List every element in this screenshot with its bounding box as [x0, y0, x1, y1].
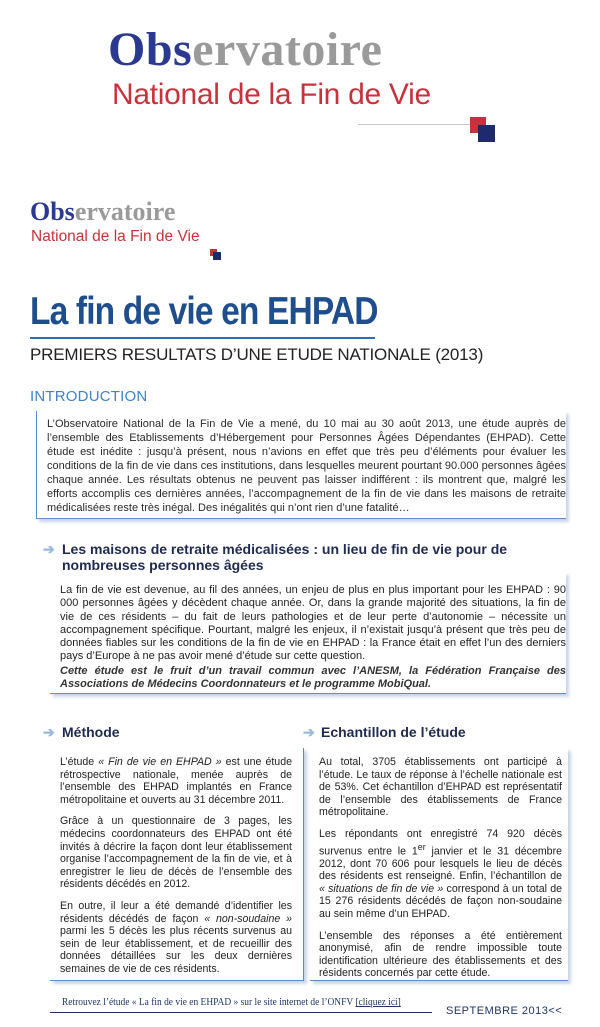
logo-rule	[358, 124, 478, 125]
maisons-text: La fin de vie est devenue, au fil des années, un enjeu de plus en plus important pour les EHPAD : 90 000 personnes âgées y décèdent chaque année. Or, dans la grande majorité des situations, la fin de vie de ces résidents – du fait de leurs pathologies et de leur perte d’autonomie – nécessite un accompagnement spécifique. Pourtant, malgré les enjeux, il n’existait jusqu’à présent que très peu de données fiables sur les conditions de la fin de vie en EHPAD : la France était en effet l’un des derniers pays d’Europe à ne pas avoir mené d’étude sur cette question.	[60, 584, 566, 663]
cliquez-ici-link[interactable]: [cliquez ici]	[355, 997, 401, 1008]
small-logo-word-bold: Obs	[30, 197, 75, 226]
maisons-credit: Cette étude est le fruit d’un travail commun avec l’ANESM, la Fédération Française des Associations de Médecins Coordonnateurs et le programme MobiQual.	[60, 665, 566, 691]
echantillon-paragraph-2	[319, 828, 562, 921]
page-title: La fin de vie en EHPAD	[30, 290, 378, 333]
footer-link-label: Retrouvez l’étude « La fin de vie en EHPAD » sur le site internet de l’ONFV	[62, 997, 356, 1008]
logo-word-rest: ervatoire	[192, 23, 383, 76]
echantillon-p2-mid: janvier et le 31 décembre 2012, dont 70 606 pour lesquels le lieu de décès des résidents est renseigné. Enfin, l’échantillon de	[319, 845, 562, 883]
methode-p3-start: En outre, il leur a été demandé d’identifier les résidents décédés de façon	[60, 899, 292, 925]
small-logo-wordmark	[30, 197, 175, 227]
methode-p3-end: parmi les 5 décès les plus récents survenus au sein de leur établissement, et de recueillir des données détaillées sur les deux dernières semaines de vie de ces résidents.	[60, 925, 292, 975]
echantillon-text	[319, 756, 562, 989]
echantillon-p2-sup: er	[417, 841, 426, 852]
echantillon-paragraph-1: Au total, 3705 établissements ont participé à l’étude. Le taux de réponse à l’échelle nationale est de 53%. Cet échantillon d’EHPAD est représentatif de l’ensemble des établissements de France métropolitaine.	[319, 756, 562, 819]
echantillon-arrow-icon: ➔	[303, 724, 315, 740]
page-subtitle: PREMIERS RESULTATS D’UNE ETUDE NATIONALE (2013)	[30, 345, 484, 364]
methode-paragraph-3	[60, 900, 292, 976]
echantillon-paragraph-3: L’ensemble des réponses a été entièrement anonymisé, afin de rendre impossible toute identification ultérieure des établissements et des résidents concernés par cette étude.	[319, 929, 562, 980]
logo-word-bold: Obs	[108, 23, 193, 76]
echantillon-p2-start: Les répondants ont enregistré 74 920 décès survenus entre le 1	[319, 827, 562, 858]
methode-paragraph-1	[60, 756, 292, 806]
logo-wordmark	[108, 22, 382, 77]
maisons-section-title: Les maisons de retraite médicalisées : un lieu de fin de vie pour de nombreuses personnes âgées	[62, 541, 508, 573]
footer-link-text	[62, 997, 401, 1008]
maisons-arrow-icon: ➔	[43, 541, 55, 557]
logo-square-blue	[478, 125, 495, 142]
title-underline	[30, 337, 375, 339]
methode-p1-emphasis: « Fin de vie en EHPAD »	[98, 756, 222, 768]
small-logo-square-blue	[213, 252, 221, 260]
echantillon-p2-emphasis: « situations de fin de vie »	[319, 882, 444, 895]
methode-p1-end: est une étude rétrospective nationale, menée auprès de l’ensemble des EHPAD implantés en France métropolitaine et ouverts au 31 décembre 2011.	[60, 756, 292, 806]
footer-date: SEPTEMBRE 2013<<	[446, 1005, 563, 1017]
methode-arrow-icon: ➔	[43, 724, 55, 740]
methode-paragraph-2: Grâce à un questionnaire de 3 pages, les médecins coordonnateurs des EHPAD ont été invités à décrire la façon dont leur établissement organise l’accompagnement de la fin de vie, et à enregistrer le lieu de décès de l’ensemble des résidents décédés en 2012.	[60, 815, 292, 891]
footer-rule	[50, 1012, 432, 1013]
small-logo-tagline: National de la Fin de Vie	[31, 228, 200, 245]
methode-title: Méthode	[62, 724, 120, 740]
methode-p1-start: L’étude	[60, 756, 99, 768]
methode-text	[60, 756, 292, 985]
echantillon-title: Echantillon de l’étude	[321, 724, 466, 740]
small-logo-word-rest: ervatoire	[74, 197, 176, 226]
echantillon-p2-end: correspond à un total de 15 276 résidents décédés de façon non-soudaine au sein même d’un EHPAD.	[319, 882, 562, 921]
document-logo	[30, 197, 230, 259]
introduction-text: L’Observatoire National de la Fin de Vie a mené, du 10 mai au 30 août 2013, une étude auprès de l’ensemble des Etablissements d’Hébergement pour Personnes Âgées Dépendantes (EHPAD). Cette étude est inédite : jusqu’à présent, nous n’avions en effet que très peu d’éléments pour évaluer les conditions de la fin de vie dans ces institutions, dans lesquelles meurent pourtant 90.000 personnes âgées chaque année. Les résultats obtenus ne peuvent pas laisser indifférent : ils montrent que, malgré les efforts accomplis ces dernières années, l’accompagnement de la fin de vie dans les maisons de retraite médicalisées reste très inégal. Des inégalités qui n’ont rien d’une fatalité…	[47, 418, 566, 514]
header-logo	[108, 22, 508, 142]
methode-p3-emphasis: « non-soudaine »	[204, 912, 292, 925]
introduction-heading: INTRODUCTION	[30, 388, 148, 405]
logo-tagline: National de la Fin de Vie	[112, 78, 431, 111]
